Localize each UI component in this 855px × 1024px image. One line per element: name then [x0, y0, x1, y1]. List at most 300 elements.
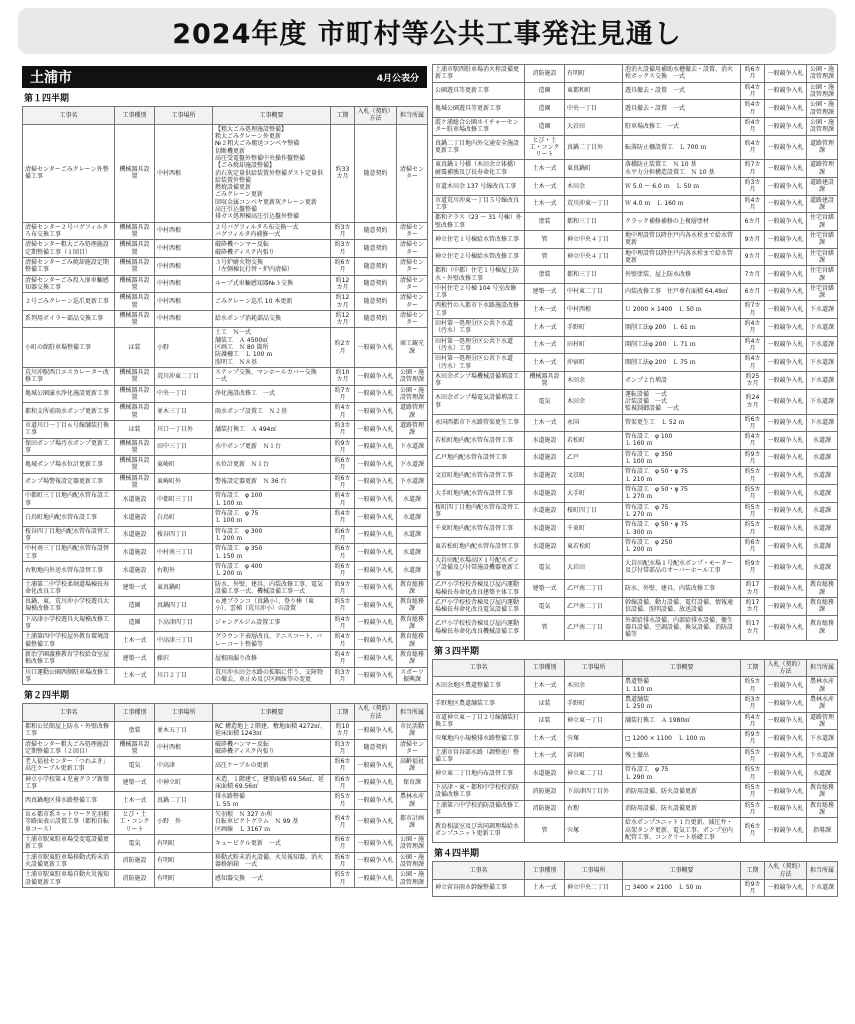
work-name: 乙戸小学校校舎棟及び屋内運動場棟長寿命化改良建築主体工事 — [433, 580, 525, 598]
work-summary: 土工 Ｎ一式 舗装工 Ａ 4500㎡ 区画工 Ｎ 80 箇所 防護柵工 Ｌ 100 ｍ 照明工 Ｎ８基 — [213, 328, 331, 368]
work-location: 木田余 — [565, 389, 623, 414]
work-location: 田中三丁目 — [155, 438, 213, 456]
work-name: 神立東二丁目地内布設替工事 — [433, 765, 525, 783]
department: 農林水産課 — [397, 792, 428, 810]
table-row — [433, 82, 838, 100]
department: 公園・施設管理課 — [807, 82, 838, 100]
work-period: 約25カ月 — [741, 371, 765, 389]
work-name: 清掃センターごみクレーン外整備工事 — [23, 124, 115, 222]
quarter-title: 第１四半期 — [24, 94, 70, 104]
department: 農林水産課 — [807, 677, 838, 695]
work-name: 中村南三丁目地内配水管布設替工事 — [23, 544, 115, 562]
department: 公園・施設管理課 — [397, 834, 428, 852]
work-name: Ｒ６都市系ネットワーク光羽根等路面表示設置工事（都和自転車コース） — [23, 810, 115, 835]
bid-method: 一般競争入札 — [765, 195, 807, 213]
work-period: 9カ月 — [741, 248, 765, 266]
table-row — [23, 438, 428, 456]
department: 水道課 — [397, 526, 428, 544]
bid-method: 一般競争入札 — [765, 555, 807, 580]
department: 清掃センター — [397, 739, 428, 757]
work-summary: 矢羽根 Ｎ 327 か所 自転車ピクトグラム Ｎ 99 基 区画線 Ｌ 3167 ｍ — [213, 810, 331, 835]
column-header-work-name: 工事名 — [23, 107, 115, 125]
department: 道路管理課 — [397, 420, 428, 438]
table-row — [23, 240, 428, 258]
work-location: 有明町 — [155, 870, 213, 888]
work-period: 約4カ月 — [741, 712, 765, 730]
work-type: 管 — [525, 818, 565, 843]
work-period: 約5カ月 — [741, 467, 765, 485]
bid-method: 一般競争入札 — [765, 178, 807, 196]
table-row — [433, 117, 838, 135]
table-row — [23, 597, 428, 615]
department: 商工観光課 — [397, 328, 428, 368]
department: スポーツ振興課 — [397, 667, 428, 685]
department: 清掃センター — [397, 257, 428, 275]
work-period: 約7カ月 — [331, 385, 355, 403]
work-type: 水道施設 — [525, 502, 565, 520]
work-period: 約9カ月 — [741, 730, 765, 748]
work-summary: 遊具撤去・設置 一式 — [623, 82, 741, 100]
work-location: 中都町三丁目 — [155, 491, 213, 509]
work-location: 宍塚 — [565, 730, 623, 748]
department: 公園・施設管理課 — [397, 852, 428, 870]
work-summary: 破砕機ハンマー反転 破砕機ディスク内張り — [213, 739, 331, 757]
work-name: 千束町地内配水管布設替工事 — [433, 520, 525, 538]
work-type: 土木一式 — [525, 414, 565, 432]
work-location: 中村西根 — [155, 257, 213, 275]
work-type: 土木一式 — [525, 301, 565, 319]
table-row — [23, 526, 428, 544]
department: 市民活動課 — [397, 721, 428, 739]
bid-method: 一般競争入札 — [765, 783, 807, 801]
column-header-department: 担当所属 — [397, 704, 428, 722]
work-location: 小野 外 — [155, 810, 213, 835]
work-period: 約17カ月 — [741, 615, 765, 640]
work-summary: 給水ポンプ消耗部品交換 — [213, 310, 331, 328]
department: 教育総務課 — [397, 614, 428, 632]
quarter-title: 第４四半期 — [434, 849, 480, 860]
work-summary: □ 3400 × 2100 Ｌ 50 ｍ — [623, 879, 741, 897]
work-location: 手野町 — [565, 319, 623, 337]
work-type: 塗装 — [115, 721, 155, 739]
table-row — [433, 783, 838, 801]
bid-method: 一般競争入札 — [765, 747, 807, 765]
work-period: 約7カ月 — [741, 160, 765, 178]
work-name: 土浦市駅東駐車場移動式粉末消火設備更新工事 — [23, 852, 115, 870]
column-header-work-type: 工事種別 — [115, 107, 155, 125]
work-period: 約5カ月 — [741, 485, 765, 503]
work-location: 桜谷四丁目 — [155, 526, 213, 544]
work-summary: 幹線設備、動力設備、電灯設備、情報通信設備、照明設備、放送設備 — [623, 598, 741, 616]
work-name: 神立住宅２号棟給水管改修工事 — [433, 248, 525, 266]
department: 住宅営繕課 — [807, 266, 838, 284]
work-period: 約6カ月 — [331, 544, 355, 562]
column-header-work-name: 工事名 — [433, 659, 525, 677]
work-summary: 内装改修工事 住戸専有面積 64.49㎡ — [623, 283, 741, 301]
work-summary: 管布設工 φ 50・φ 75 Ｌ 300 ｍ — [623, 520, 741, 538]
column-header-work-type: 工事種別 — [525, 862, 565, 880]
work-period: 約3カ月 — [741, 178, 765, 196]
work-period: 約33カ月 — [331, 124, 355, 222]
work-type: 土木一式 — [525, 677, 565, 695]
table-header-row — [433, 862, 838, 880]
left-sections — [22, 88, 427, 888]
work-type: 土木一式 — [525, 178, 565, 196]
department: 水道課 — [807, 502, 838, 520]
table-row — [23, 544, 428, 562]
table-row — [433, 598, 838, 616]
work-period: 約3カ月 — [331, 739, 355, 757]
work-summary: Ｗ 5.0 ～ 6.0 ｍ Ｌ 50 ｍ — [623, 178, 741, 196]
department: 水道課 — [807, 765, 838, 783]
bid-method: 一般競争入札 — [765, 117, 807, 135]
table-row — [23, 721, 428, 739]
work-location: 千束町 — [565, 520, 623, 538]
work-summary: 遊具撤去・設置 一式 — [623, 100, 741, 118]
bid-method: 一般競争入札 — [765, 100, 807, 118]
table-row — [433, 100, 838, 118]
bid-method: 一般競争入札 — [765, 354, 807, 372]
bid-method: 一般競争入札 — [765, 371, 807, 389]
work-location: 乙戸 — [565, 449, 623, 467]
department: 清掃センター — [397, 275, 428, 293]
bid-method: 一般競争入札 — [765, 414, 807, 432]
work-location: 神立東二丁目 — [565, 765, 623, 783]
left-column — [22, 66, 427, 888]
work-name: 市道木田余 137 号線改良工事 — [433, 178, 525, 196]
department: 道路管理課 — [397, 403, 428, 421]
work-name: 亀城公園濠水浄化施設更新工事 — [23, 385, 115, 403]
bid-method: 一般競争入札 — [355, 834, 397, 852]
schedule-table — [22, 106, 428, 685]
work-location: 右籾 — [565, 800, 623, 818]
department: 水道課 — [397, 544, 428, 562]
table-row — [433, 730, 838, 748]
table-row — [433, 537, 838, 555]
work-location: 神立中央二丁目 — [565, 879, 623, 897]
work-location: 乙戸南二丁目 — [565, 615, 623, 640]
work-location: 真鍋四丁目 — [155, 597, 213, 615]
bid-method: 一般競争入札 — [765, 537, 807, 555]
work-summary: 移動式粉末消火設備、火災報知器、消火器格納箱 一式 — [213, 852, 331, 870]
work-period: 約4カ月 — [331, 491, 355, 509]
bid-method: 随意契約 — [355, 275, 397, 293]
work-period: 約6カ月 — [331, 561, 355, 579]
bid-method: 随意契約 — [355, 739, 397, 757]
work-period: 6カ月 — [741, 283, 765, 301]
bid-method: 一般競争入札 — [355, 579, 397, 597]
work-type: 消防施設 — [115, 852, 155, 870]
work-name: 中村住宅２号棟 104 号室改修工事 — [433, 283, 525, 301]
work-type: 管 — [525, 248, 565, 266]
work-type: 水道施設 — [115, 526, 155, 544]
work-name: 神立住宅１号棟給水管改修工事 — [433, 230, 525, 248]
table-row — [433, 371, 838, 389]
bid-method: 一般競争入札 — [355, 667, 397, 685]
work-period: 約3カ月 — [331, 667, 355, 685]
table-row — [23, 614, 428, 632]
table-row — [433, 818, 838, 843]
work-type: 水道施設 — [525, 432, 565, 450]
work-type: とび・土工・コンクリート — [525, 135, 565, 160]
work-summary: 荒川沖水田会水路の拡幅に伴う、支障物の撤去、車止め及び区画線等の変更 — [213, 667, 331, 685]
table-row — [23, 852, 428, 870]
work-location: 有明町 — [155, 852, 213, 870]
department: 公園・施設管理課 — [397, 870, 428, 888]
department: 下水道課 — [807, 354, 838, 372]
work-type: 電気 — [115, 757, 155, 775]
work-type: 機械器具設置 — [115, 275, 155, 293]
work-type: ほ装 — [525, 694, 565, 712]
work-location: 真鍋二丁目 — [155, 792, 213, 810]
work-location: 中村西根 — [155, 124, 213, 222]
work-summary: ３号炉耐火物交換 （左側棟瓦打替・炉内清掃） — [213, 257, 331, 275]
work-period: 約4カ月 — [331, 632, 355, 650]
work-type: 土木一式 — [115, 667, 155, 685]
work-type: 土木一式 — [115, 632, 155, 650]
department: 下水道課 — [397, 438, 428, 456]
work-location: 神立東一丁目 — [565, 712, 623, 730]
work-type: 造園 — [525, 82, 565, 100]
work-period: 約5カ月 — [741, 677, 765, 695]
work-period: 約12カ月 — [331, 293, 355, 311]
work-location: 中村東二丁目 — [565, 283, 623, 301]
work-period: 約6カ月 — [331, 473, 355, 491]
bid-method: 一般競争入札 — [765, 65, 807, 83]
work-period: 約12カ月 — [331, 275, 355, 293]
work-period: 約6カ月 — [331, 526, 355, 544]
work-location: 中神立町 — [155, 774, 213, 792]
bid-method: 一般競争入札 — [765, 502, 807, 520]
work-period: 9カ月 — [741, 230, 765, 248]
work-location: 中村西根 — [155, 275, 213, 293]
department: 高齢福祉課 — [397, 757, 428, 775]
table-row — [433, 336, 838, 354]
work-period: 約5カ月 — [331, 792, 355, 810]
column-header-work-period: 工期 — [741, 659, 765, 677]
work-name: 真鍋、東、荒川沖小学校遊具大規模改修工事 — [23, 597, 115, 615]
table-row — [433, 135, 838, 160]
work-name: 文京町地内配水管布設替工事 — [433, 467, 525, 485]
table-row — [433, 230, 838, 248]
work-location: 中村西根 — [155, 739, 213, 757]
work-summary: 警報設定器更新 Ｎ 36 台 — [213, 473, 331, 491]
work-name: 白鳥町地内配水管布設工事 — [23, 509, 115, 527]
department: 下水道課 — [397, 473, 428, 491]
bid-method: 一般競争入札 — [355, 491, 397, 509]
department: 道路管理課 — [807, 135, 838, 160]
work-summary: キュービクル更新 一式 — [213, 834, 331, 852]
bid-method: 一般競争入札 — [765, 615, 807, 640]
work-period: 約4カ月 — [331, 810, 355, 835]
work-name: 東真鍋１号橋（木田余立体橋）耐震補強及び長寿命化工事 — [433, 160, 525, 178]
table-row — [433, 449, 838, 467]
work-period: 約4カ月 — [331, 650, 355, 668]
bid-method: 一般競争入札 — [355, 456, 397, 474]
work-period: 約3カ月 — [331, 222, 355, 240]
work-name: 大手町地内配水管布設替工事 — [433, 485, 525, 503]
department: 水道課 — [397, 561, 428, 579]
table-row — [433, 178, 838, 196]
work-name: 東若松町地内配水管布設替工事 — [433, 537, 525, 555]
bid-method: 一般競争入札 — [765, 230, 807, 248]
work-name: 新治学園義務教育学校給食室屋根改修工事 — [23, 650, 115, 668]
work-location: 大手町 — [565, 485, 623, 503]
work-summary: 防水、外壁、建具、内装改修工事、電気設備工事一式、機械設備工事一式 — [213, 579, 331, 597]
work-name: 中都町三丁目地内配水管布設工事 — [23, 491, 115, 509]
table-row — [23, 310, 428, 328]
table-row — [433, 248, 838, 266]
work-location: 桜町四丁目 — [565, 502, 623, 520]
work-name: 乙戸地内配水管布設替工事 — [433, 449, 525, 467]
publication-note: 4月公表分 — [376, 73, 419, 84]
table-row — [23, 757, 428, 775]
table-row — [23, 257, 428, 275]
table-row — [23, 834, 428, 852]
work-name: 都和（中都）住宅１号棟屋上防水・外壁改修工事 — [433, 266, 525, 284]
bid-method: 一般競争入札 — [765, 677, 807, 695]
table-row — [23, 792, 428, 810]
column-header-bid-method: 入札（契約）方法 — [355, 107, 397, 125]
column-header-department: 担当所属 — [807, 659, 838, 677]
column-header-work-location: 工事場所 — [565, 862, 623, 880]
work-period: 約9カ月 — [741, 449, 765, 467]
work-type: 建築一式 — [525, 580, 565, 598]
work-location: 中村西根 — [155, 293, 213, 311]
table-row — [23, 385, 428, 403]
work-name: 荒川沖駅西口エスカレーター改修工事 — [23, 368, 115, 386]
table-row — [23, 810, 428, 835]
work-summary: 感知器交換 一式 — [213, 870, 331, 888]
work-type: 機械器具設置 — [115, 456, 155, 474]
table-row — [433, 765, 838, 783]
work-summary: 舗装打換工 Ａ 1980㎡ — [623, 712, 741, 730]
work-summary: 農道整備 Ｌ 110 ｍ — [623, 677, 741, 695]
work-type: 機械器具設置 — [115, 310, 155, 328]
work-name: 若松町地内配水管布設替工事 — [433, 432, 525, 450]
department: 下水道課 — [397, 456, 428, 474]
work-type: 土木一式 — [115, 792, 155, 810]
bid-method: 一般競争入札 — [765, 213, 807, 231]
work-type: 機械器具設置 — [115, 240, 155, 258]
bid-method: 一般競争入札 — [355, 774, 397, 792]
work-summary: 屋根雨漏り改修 — [213, 650, 331, 668]
table-row — [433, 747, 838, 765]
work-summary: 管布設工 φ 75 Ｌ 290 ｍ — [623, 765, 741, 783]
bid-method: 一般競争入札 — [765, 283, 807, 301]
work-location: 大岩田 — [565, 555, 623, 580]
work-location: 中村西根 — [155, 222, 213, 240]
work-period: 約10カ月 — [331, 368, 355, 386]
department: 農林水産課 — [807, 694, 838, 712]
table-row — [433, 520, 838, 538]
work-name: 川口運動公園西側駐車場改修工事 — [23, 667, 115, 685]
work-period: 約6カ月 — [741, 818, 765, 843]
column-header-work-period: 工期 — [331, 704, 355, 722]
column-header-work-location: 工事場所 — [565, 659, 623, 677]
bid-method: 一般競争入札 — [355, 650, 397, 668]
bid-method: 一般競争入札 — [765, 135, 807, 160]
work-location: 中高津三丁目 — [155, 632, 213, 650]
table-row — [433, 615, 838, 640]
work-name: 市道神立東一丁目２号線舗装打換工事 — [433, 712, 525, 730]
bid-method: 一般競争入札 — [765, 301, 807, 319]
work-location: 東崎町 — [155, 456, 213, 474]
work-location: 中村西根 — [155, 310, 213, 328]
department: 下水道課 — [807, 879, 838, 897]
department: 指導課 — [807, 818, 838, 843]
work-location: 沖宿町 — [565, 354, 623, 372]
work-name: 老人福祉センター「つわぶき」高圧ケーブル更新工事 — [23, 757, 115, 775]
table-row — [433, 301, 838, 319]
department: 公園・施設管理課 — [397, 385, 428, 403]
work-location: 大岩田 — [565, 117, 623, 135]
work-period: 約4カ月 — [331, 614, 355, 632]
work-summary: 転落防止柵設置工 Ｌ 700 ｍ — [623, 135, 741, 160]
work-type: 造園 — [115, 614, 155, 632]
table-row — [433, 414, 838, 432]
work-period: 約4カ月 — [741, 100, 765, 118]
work-summary: 防水、外壁、建具、内装改修工事 — [623, 580, 741, 598]
work-summary: 舗装打換工 Ａ 494㎡ — [213, 420, 331, 438]
work-location: 手野町 — [565, 694, 623, 712]
table-row — [433, 354, 838, 372]
table-row — [23, 650, 428, 668]
bid-method: 一般競争入札 — [765, 800, 807, 818]
work-type: 土木一式 — [525, 747, 565, 765]
table-row — [433, 319, 838, 337]
work-type: 消防施設 — [525, 800, 565, 818]
work-location: 乙戸南二丁目 — [565, 580, 623, 598]
work-location: 木田余 — [565, 178, 623, 196]
work-summary: 残土撤出 — [623, 747, 741, 765]
table-row — [433, 160, 838, 178]
bid-method: 一般競争入札 — [765, 336, 807, 354]
table-row — [433, 389, 838, 414]
bid-method: 一般競争入札 — [355, 328, 397, 368]
work-period: 6カ月 — [741, 213, 765, 231]
work-period: 約5カ月 — [331, 597, 355, 615]
work-type: 機械器具設置 — [525, 371, 565, 389]
table-row — [23, 328, 428, 368]
work-name: 清掃センター２号バグフィルタろ布交換工事 — [23, 222, 115, 240]
work-summary: 地中埋設管以降住戸内各水栓まで給水管更新 — [623, 230, 741, 248]
department: 教育総務課 — [397, 579, 428, 597]
work-location: 中高津 — [155, 757, 213, 775]
bid-method: 一般競争入札 — [765, 520, 807, 538]
work-location: 下高津四丁目外 — [565, 783, 623, 801]
table-header-row — [433, 659, 838, 677]
work-name: 田村第一処理分区公共下水道（汚水）工事 — [433, 336, 525, 354]
table-row — [23, 222, 428, 240]
bid-method: 随意契約 — [355, 293, 397, 311]
work-summary: 運転設備 一式 計装設備 一式 監視制御設備 一式 — [623, 389, 741, 414]
work-summary: 給水ポンプユニット１台更新、減圧弁・高架タンク更新、電気工事、ポンプ室内配管工事、コンクリート基礎工事 — [623, 818, 741, 843]
work-name: 清掃センターごみ焼却施設定期整備工事 — [23, 257, 115, 275]
work-location: 有明町 — [155, 834, 213, 852]
bid-method: 一般競争入札 — [765, 765, 807, 783]
work-location: 有明町 — [565, 65, 623, 83]
bid-method: 一般競争入札 — [355, 597, 397, 615]
table-row — [433, 502, 838, 520]
work-type: 土木一式 — [525, 879, 565, 897]
work-period: 約6カ月 — [331, 774, 355, 792]
work-period: 約4カ月 — [741, 117, 765, 135]
work-summary: 浄化施設改修工 一式 — [213, 385, 331, 403]
work-summary: 駐車場改修工 一式 — [623, 117, 741, 135]
table-header-row — [23, 704, 428, 722]
department: 水道課 — [807, 432, 838, 450]
